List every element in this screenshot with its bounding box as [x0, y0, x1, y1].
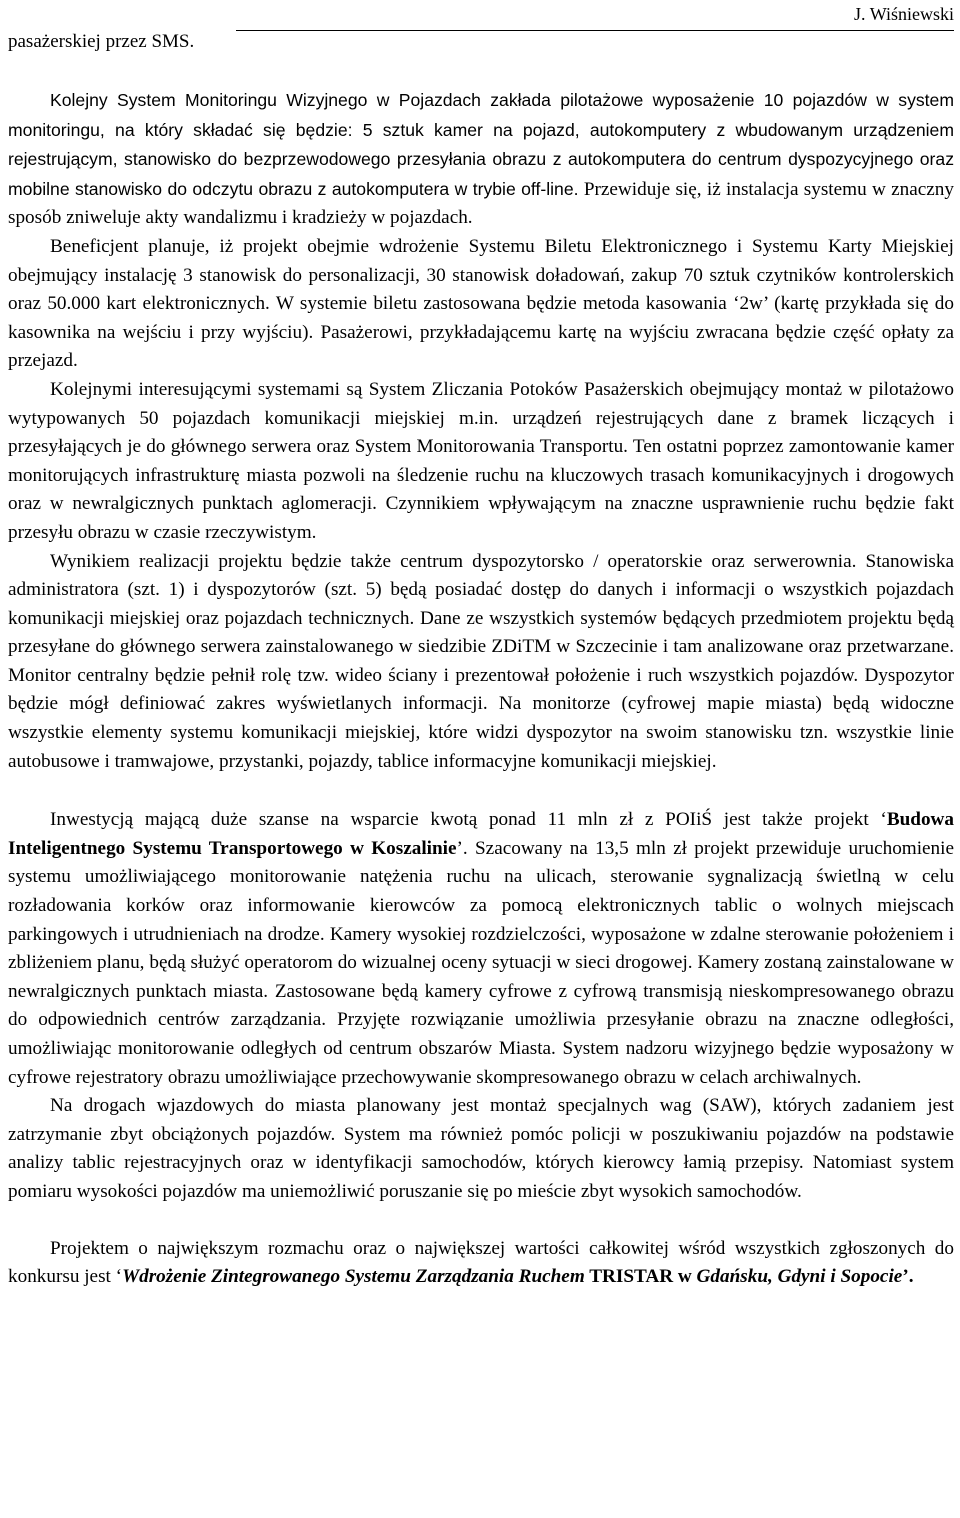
tristar-cities: Gdańsku, Gdyni i Sopocie — [696, 1266, 903, 1288]
paragraph-dispatch-center: Wynikiem realizacji projektu będzie także centrum dyspozytorsko / operatorskie oraz serwerownia. Stanowiska administratora (szt. 1) i dyspozytorów (szt. 5) będą posiadać dostęp do danych i informacji o wszystkich pojazdach komunikacji miejskiej oraz pojazdach technicznych. Dane ze wszystkich systemów będących przedmiotem projektu będą przesyłane do głównego serwera zainstalowanego w siedzibie ZDiTM w Szczecinie i tam analizowane oraz przetwarzane. Monitor centralny będzie pełnił rolę tzw. wideo ściany i prezentował położenie i ruch wszystkich pojazdów. Dyspozytor będzie mógł definiować zakres wyświetlanych informacji. Na monitorze (cyfrowej mapie miasta) będą widoczne wszystkie elementy systemu komunikacji miejskiej, które widzi dyspozytor na swoim stanowisku tzn. wszystkie linie autobusowe i tramwajowe, przystanki, pojazdy, tablice informacyjne komunikacji miejskiej. — [8, 550, 954, 772]
tristar-connector: w — [673, 1266, 697, 1288]
header-rule — [236, 30, 954, 31]
tristar-intro: Projektem o największym rozmachu oraz o największej wartości całkowitej wśród wszystkich zgłoszonych do konkursu jest ‘ — [8, 1237, 954, 1288]
document-body — [8, 86, 954, 1292]
page-header — [8, 0, 954, 60]
header-continued-text: pasażerskiej przez SMS. — [8, 31, 195, 52]
header-author: J. Wiśniewski — [854, 4, 954, 24]
paragraph-tristar — [8, 1235, 954, 1292]
tristar-name: TRISTAR — [584, 1266, 674, 1288]
koszalin-details: ’. Szacowany na 13,5 mln zł projekt przewiduje uruchomienie systemu umożliwiającego monitorowanie natężenia ruchu na ulicach, sterowanie sygnalizacją świetlną w celu rozładowania korków oraz informowanie kierowców za pomocą elektronicznych tablic o wolnych miejscach parkingowych i utrudnieniach na drodze. Kamery wysokiej rozdzielczości, wyposażone w zdalne sterowanie położeniem i zbliżeniem planu, będą służyć operatorom do wizualnej oceny sytuacji w sieci drogowej. Kamery zostaną zainstalowane w newralgicznych punktach miasta. Zastosowane będą kamery cyfrowe z cyfrową transmisją nieskompresowanego obrazu do odpowiednich centrów zarządzania. Przyjęte rozwiązanie umożliwia przesyłanie obrazu na znaczne odległości, umożliwiając monitorowanie odległych od centrum obszarów Miasta. System nadzoru wizyjnego będzie wyposażony w cyfrowe rejestratory obrazu umożliwiające przechowywanie skompresowanego obrazu w celach archiwalnych. — [8, 837, 955, 1088]
koszalin-intro: Inwestycją mającą duże szanse na wsparcie kwotą ponad 11 mln zł z POIiŚ jest także projekt ‘ — [50, 809, 887, 831]
paragraph-passenger-counting: Kolejnymi interesującymi systemami są System Zliczania Potoków Pasażerskich obejmujący montaż w pilotażowo wytypowanych 50 pojazdach komunikacji miejskiej m.in. urządzeń rejestrujących dane z bramek liczących i przesyłających je do głównego serwera oraz System Monitorowania Transportu. Ten ostatni poprzez zamontowanie kamer monitorujących infrastrukturę miasta pozwoli na śledzenie ruchu na kluczowych trasach komunikacyjnych i drogowych oraz w newralgicznych punktach aglomeracji. Czynnikiem wpływającym na znaczne usprawnienie ruchu będzie fakt przesyłu obrazu w czasie rzeczywistym. — [8, 378, 954, 543]
paragraph-koszalin — [8, 806, 954, 1092]
paragraph-ticketing: Beneficjent planuje, iż projekt obejmie wdrożenie Systemu Biletu Elektronicznego i Systemu Karty Miejskiej obejmujący instalację 3 stanowisk do personalizacji, 30 stanowisk doładowań, zakup 70 sztuk czytników kontrolerskich oraz 50.000 kart elektronicznych. W systemie biletu zastosowana będzie metoda kasowania ‘2w’ (kartę przykłada się do kasownika na wejściu i przy wyjściu). Pasażerowi, przykładającemu kartę na wyjściu zwracana będzie część opłaty za przejazd. — [8, 235, 954, 372]
paragraph-weigh-stations: Na drogach wjazdowych do miasta planowany jest montaż specjalnych wag (SAW), których zadaniem jest zatrzymanie zbyt obciążonych pojazdów. System ma również pomóc policji w poszukiwaniu pojazdów na podstawie analizy tablic rejestracyjnych oraz w identyfikacji samochodów, których kierowcy łamią przepisy. Natomiast system pomiaru wysokości pojazdów ma uniemożliwić poruszanie się po mieście zbyt wysokich samochodów. — [8, 1095, 954, 1202]
koszalin-project-title: Budowa Inteligentnego Systemu Transportowego w Koszalinie — [8, 809, 954, 859]
tristar-closing: ’. — [902, 1266, 914, 1288]
tristar-project-title: Wdrożenie Zintegrowanego Systemu Zarządzania Ruchem — [122, 1266, 585, 1288]
paragraph-spacer — [8, 776, 954, 806]
paragraph-monitoring-sans: Kolejny System Monitoringu Wizyjnego w Pojazdach zakłada pilotażowe wyposażenie 10 pojazdów w system monitoringu, na który składać się będzie: 5 sztuk kamer na pojazd, autokomputery z wbudowanym urządzeniem rejestrującym, stanowisko do bezprzewodowego przesyłania obrazu z autokomputera do centrum dyspozycyjnego oraz mobilne stanowisko do odczytu obrazu z autokomputera w trybie off-line. — [8, 90, 954, 199]
paragraph-monitoring-end: Przewiduje się, iż instalacja systemu w znaczny sposób zniweluje akty wandalizmu i kradzieży w pojazdach. — [8, 178, 954, 229]
paragraph-spacer — [8, 1207, 954, 1235]
paragraph-monitoring — [8, 86, 954, 233]
